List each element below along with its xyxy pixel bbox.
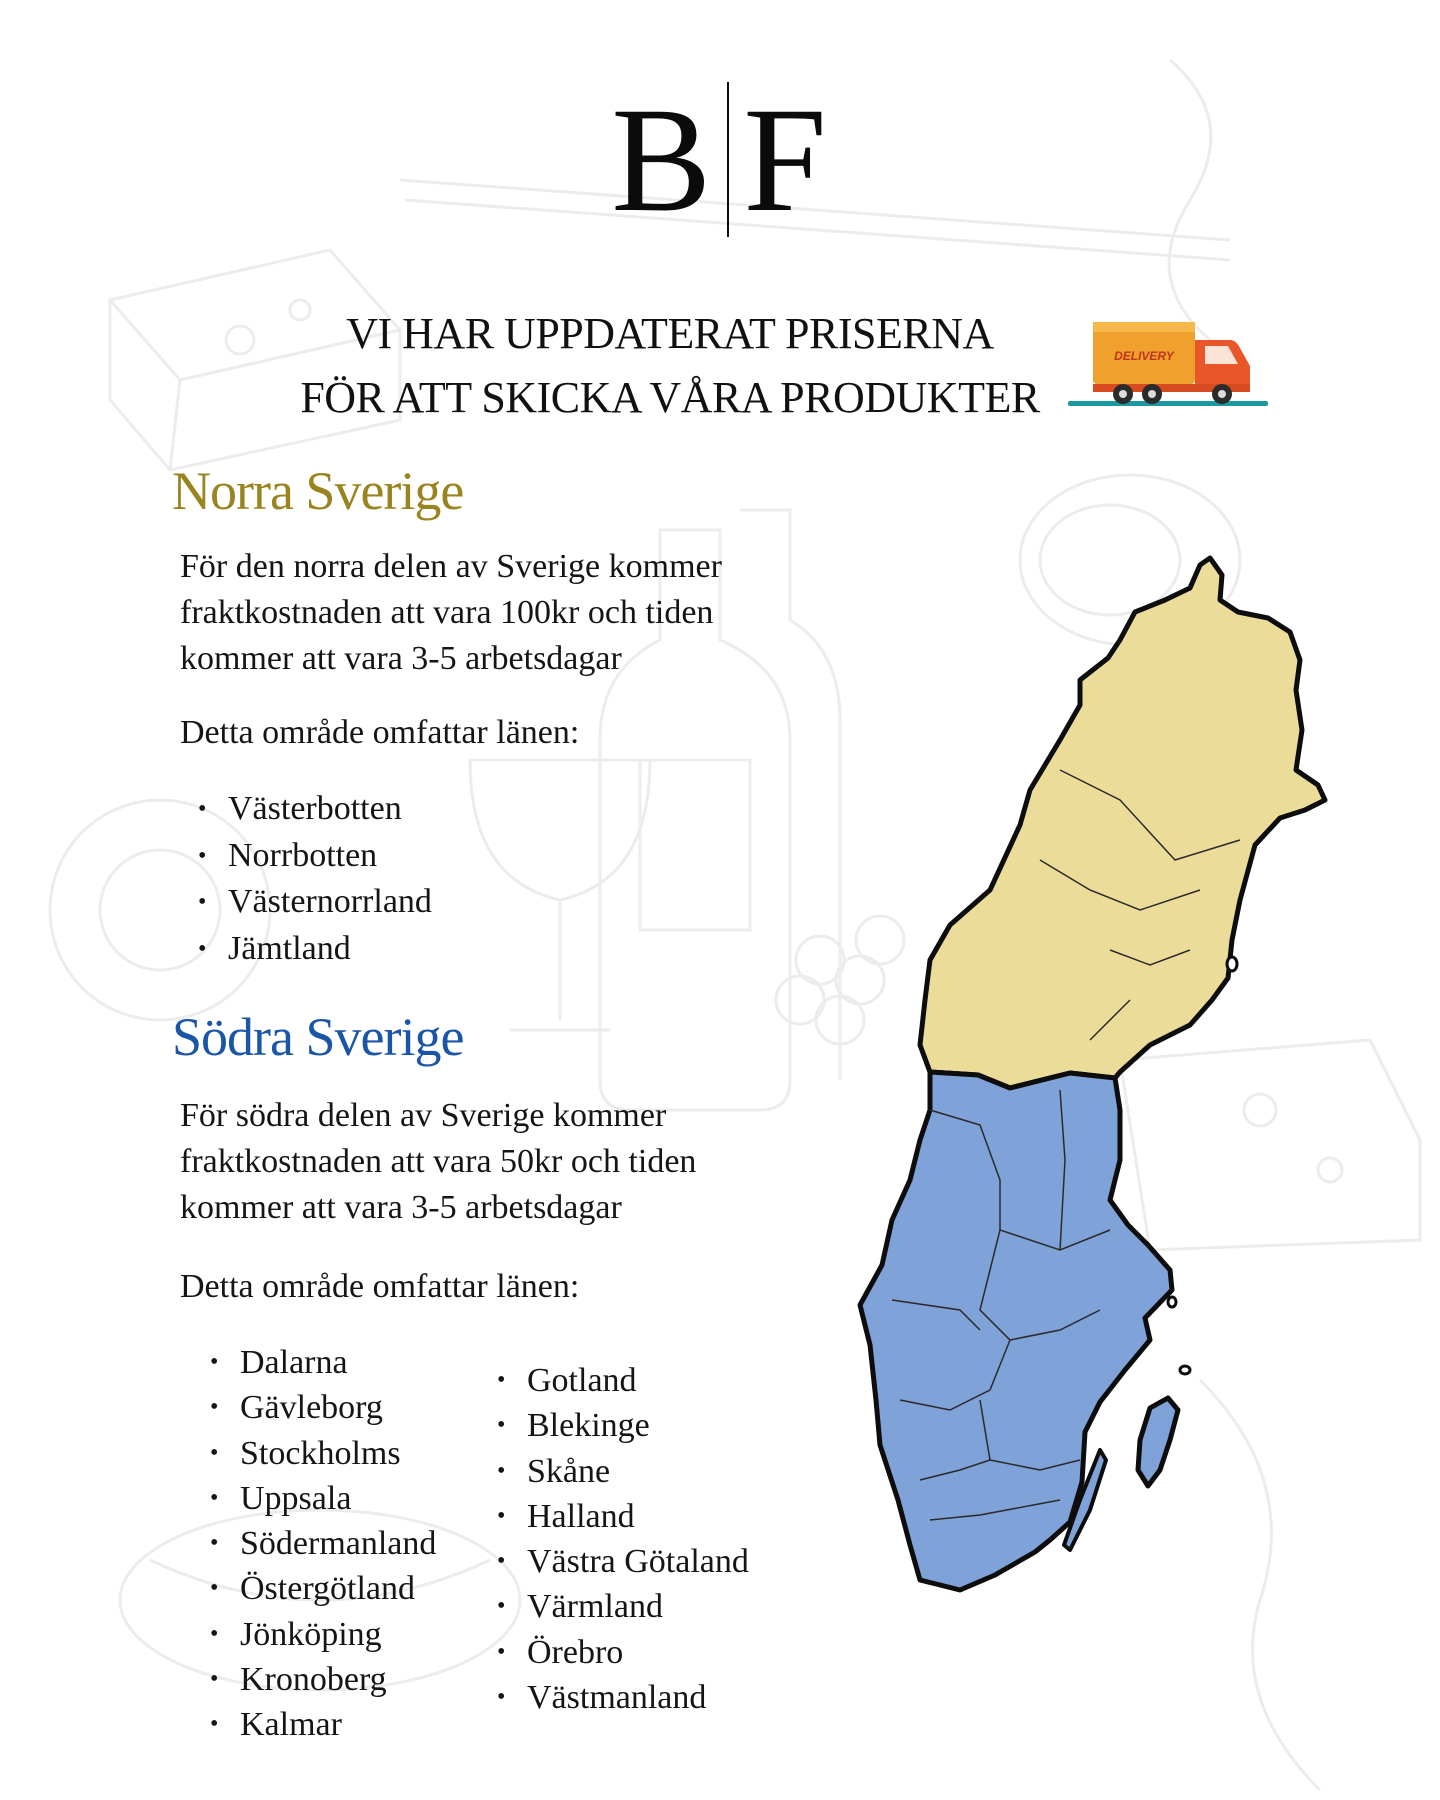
truck-wheel-front (1212, 384, 1232, 404)
headline (280, 302, 1060, 430)
list-item: • Västra Götaland (497, 1539, 749, 1584)
logo-divider (727, 82, 729, 237)
list-item: • Östergötland (210, 1566, 436, 1611)
list-item: • Blekinge (497, 1403, 749, 1448)
north-regions-intro: Detta område omfattar länen: (180, 714, 580, 751)
list-item: • Skåne (497, 1449, 749, 1494)
headline-line-2: FÖR ATT SKICKA VÅRA PRODUKTER (300, 373, 1040, 422)
list-item: • Kronoberg (210, 1657, 436, 1702)
south-regions-list-column-2 (497, 1358, 749, 1720)
list-item: • Norrbotten (198, 833, 432, 880)
north-desc-line-3: kommer att vara 3-5 arbetsdagar (180, 640, 622, 677)
south-regions-list-column-1 (210, 1340, 436, 1748)
north-desc-line-2: fraktkostnaden att vara 100kr och tiden (180, 594, 714, 631)
brand-logo (0, 76, 1440, 243)
north-shipping-description (180, 544, 800, 682)
map-gotland-island (1138, 1398, 1178, 1486)
north-desc-line-1: För den norra delen av Sverige kommer (180, 548, 722, 585)
list-item: • Västmanland (497, 1675, 749, 1720)
south-regions-intro: Detta område omfattar länen: (180, 1268, 580, 1305)
list-item: • Jämtland (198, 926, 432, 973)
south-shipping-description (180, 1093, 800, 1231)
list-item: • Kalmar (210, 1702, 436, 1747)
list-item: • Gävleborg (210, 1385, 436, 1430)
south-section-title: Södra Sverige (172, 1007, 464, 1067)
list-item: • Västerbotten (198, 786, 432, 833)
truck-wheel-mid (1142, 384, 1162, 404)
map-south-region (860, 1072, 1172, 1590)
list-item: • Värmland (497, 1584, 749, 1629)
south-desc-line-2: fraktkostnaden att vara 50kr och tiden (180, 1143, 697, 1180)
truck-road (1068, 401, 1268, 406)
south-desc-line-1: För södra delen av Sverige kommer (180, 1097, 667, 1134)
logo-letter-f: F (743, 76, 829, 243)
list-item: • Södermanland (210, 1521, 436, 1566)
list-item: • Västernorrland (198, 879, 432, 926)
list-item: • Stockholms (210, 1431, 436, 1476)
list-item: • Gotland (497, 1358, 749, 1403)
truck-wheel-rear (1113, 384, 1133, 404)
headline-line-1: VI HAR UPPDATERAT PRISERNA (346, 309, 994, 358)
list-item: • Halland (497, 1494, 749, 1539)
logo-letter-b: B (611, 76, 714, 243)
south-desc-line-3: kommer att vara 3-5 arbetsdagar (180, 1189, 622, 1226)
sweden-map (840, 540, 1340, 1600)
delivery-truck-icon (1068, 318, 1268, 408)
list-item: • Jönköping (210, 1612, 436, 1657)
list-item: • Uppsala (210, 1476, 436, 1521)
list-item: • Dalarna (210, 1340, 436, 1385)
list-item: • Örebro (497, 1630, 749, 1675)
north-section-title: Norra Sverige (172, 461, 464, 521)
delivery-label: DELIVERY (1114, 349, 1174, 363)
north-regions-list (198, 786, 432, 972)
wine-glass-sketch (470, 760, 650, 1030)
